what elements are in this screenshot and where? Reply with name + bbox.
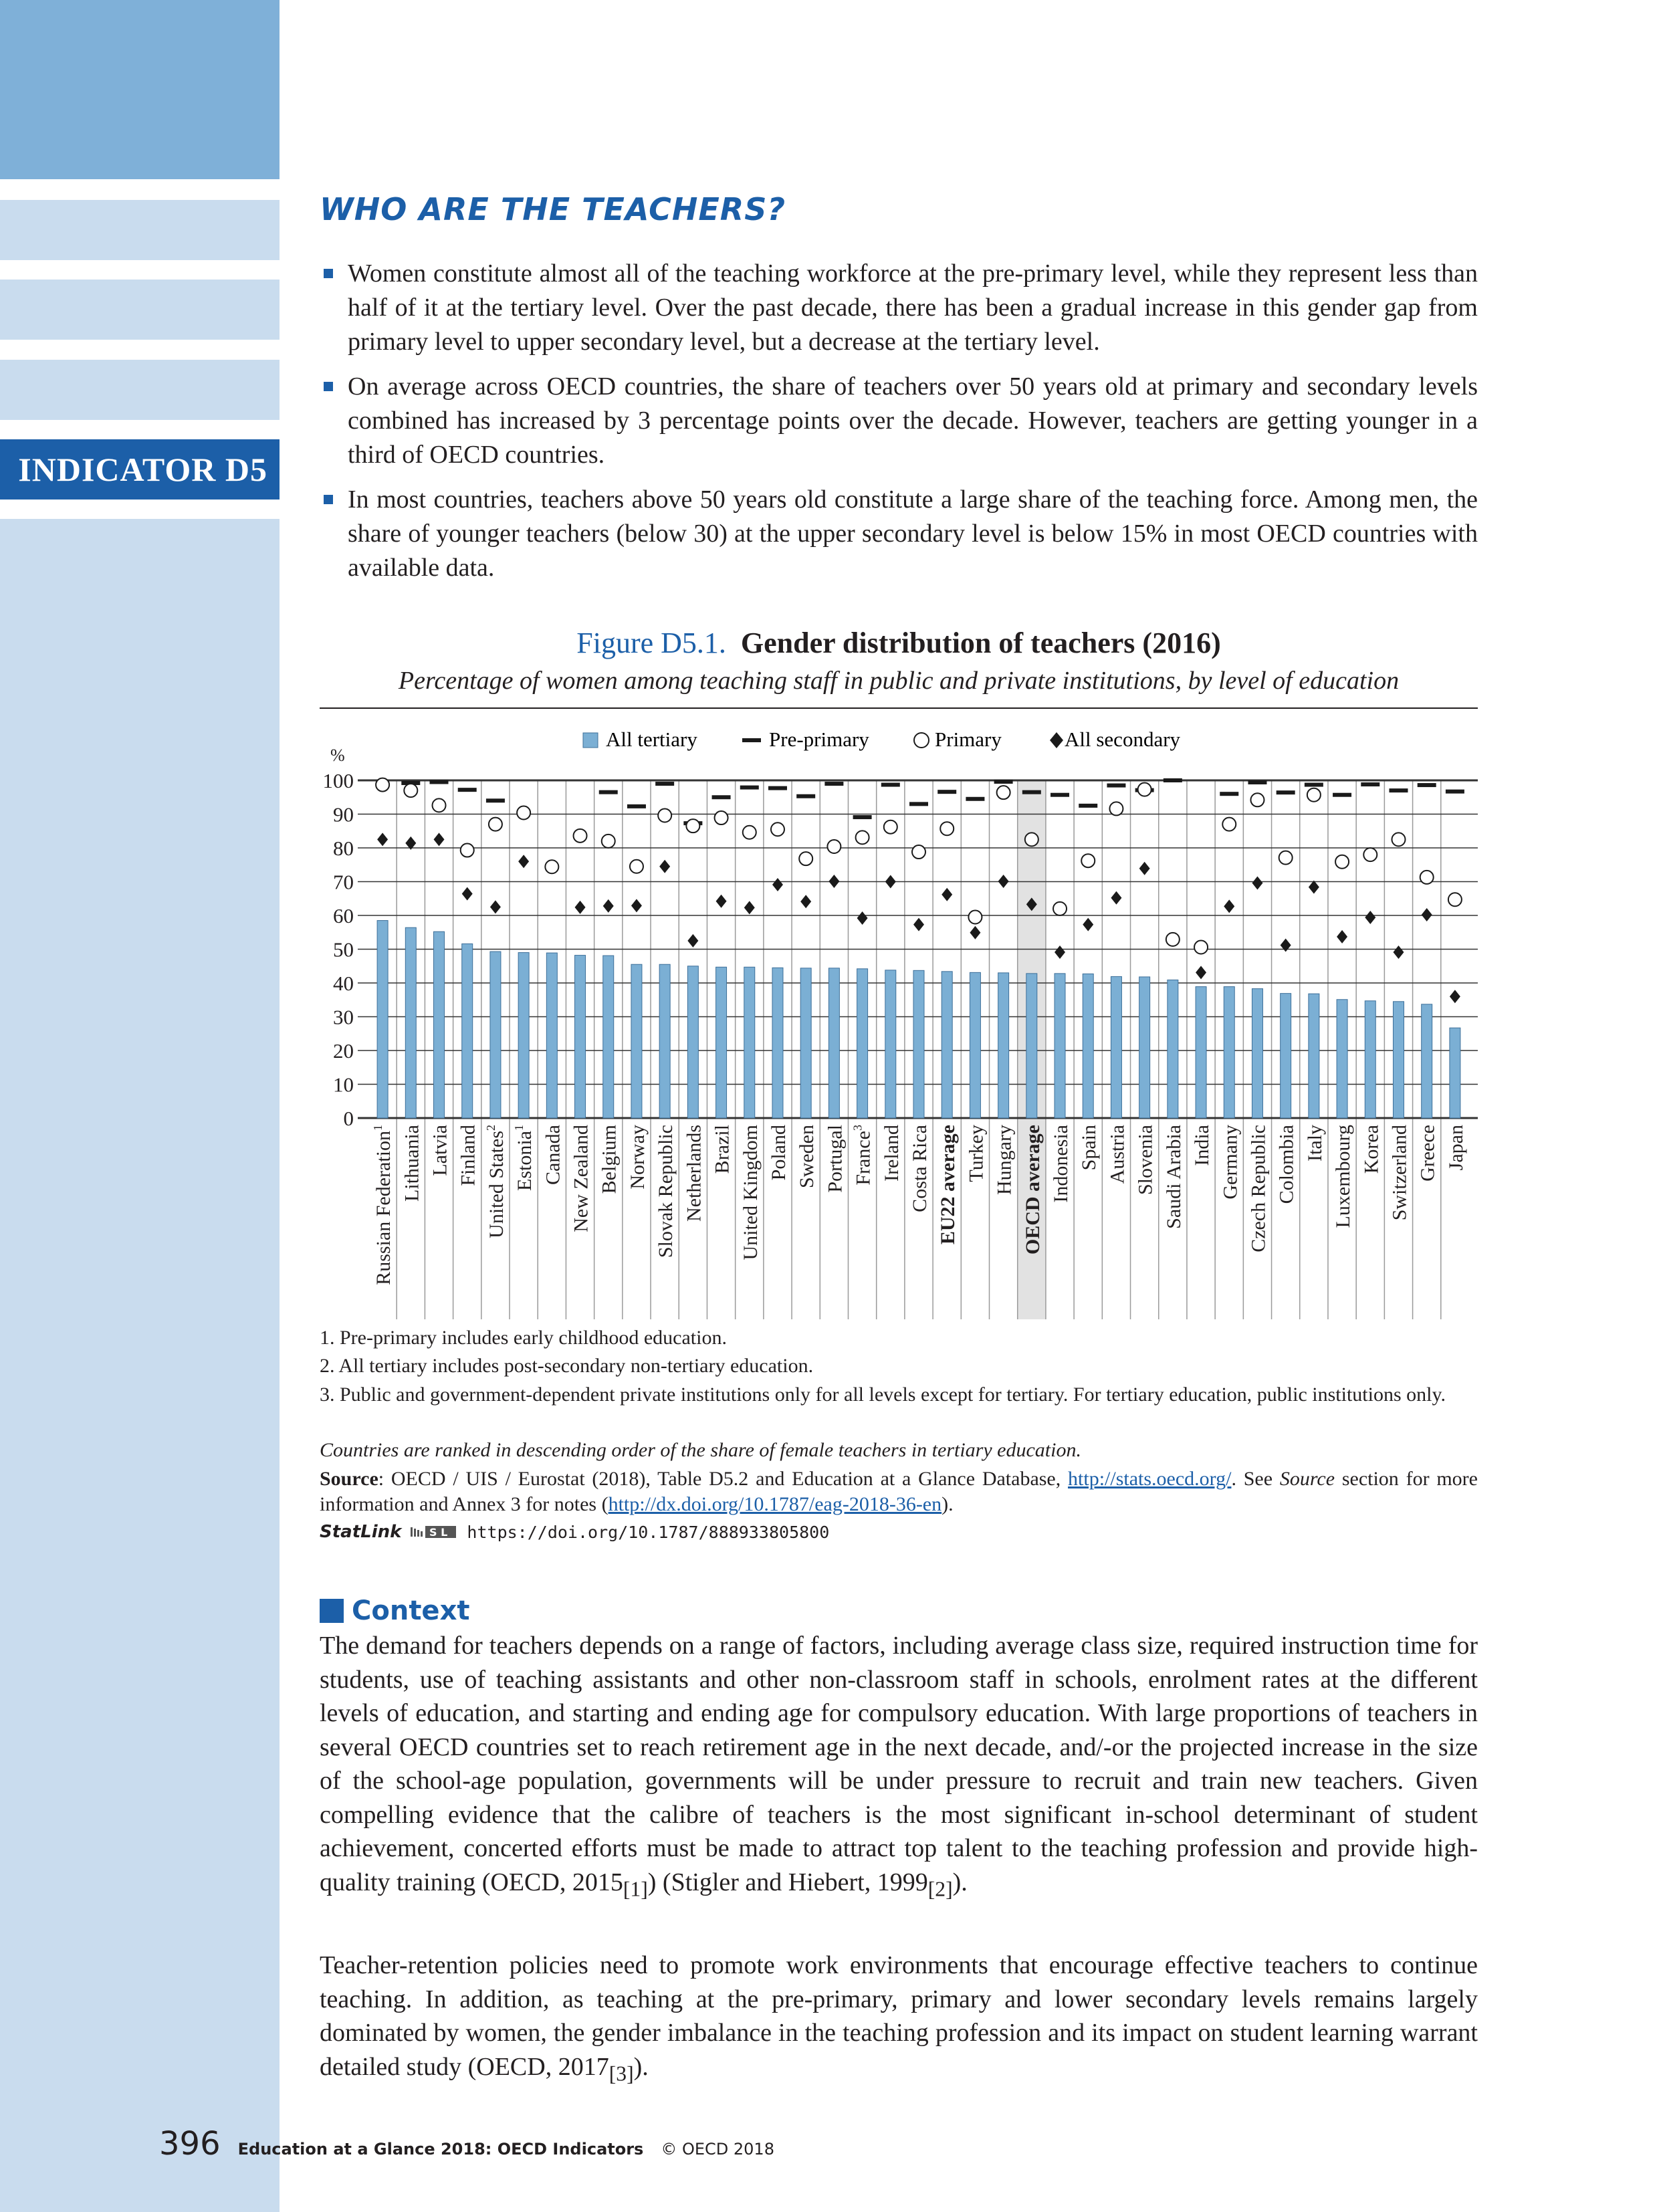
statlink-url[interactable]: https://doi.org/10.1787/888933805800 [467,1522,830,1542]
marker-all-secondary [434,833,445,846]
source-text: ). [942,1493,954,1515]
bar-all-tertiary [462,944,473,1118]
marker-primary [1279,851,1293,865]
bar-all-tertiary [575,956,586,1118]
heading-square-icon [320,1599,344,1623]
marker-pre-primary [486,798,505,802]
marker-all-secondary [1252,877,1262,890]
marker-pre-primary [1107,784,1125,788]
category-label: Norway [626,1125,649,1190]
marker-primary [1138,783,1151,796]
category-label: Portugal [824,1125,847,1193]
bar-all-tertiary [998,973,1009,1118]
marker-primary [799,852,812,865]
category-note: 1 [512,1125,526,1131]
footnote-1: 1. Pre-primary includes early childhood education. [320,1327,727,1349]
category-label: New Zealand [570,1125,592,1232]
bar-all-tertiary [1252,989,1262,1118]
paragraph-text: ). [952,1868,968,1896]
category-note: 1 [371,1125,385,1131]
source-text: : OECD / UIS / Eurostat (2018), Table D5.2 and Education at a Glance Database, [378,1468,1069,1490]
category-label: Saudi Arabia [1162,1125,1185,1229]
marker-primary [715,811,728,824]
marker-pre-primary [853,815,872,819]
bar-all-tertiary [1450,1028,1460,1118]
bar-all-tertiary [1055,974,1065,1118]
category-label: Russian Federation$^1$ [371,1125,395,1285]
marker-primary [1335,855,1349,869]
bar-all-tertiary [970,972,980,1118]
marker-pre-primary [1022,790,1041,794]
marker-primary [574,829,587,843]
reference-2[interactable]: [2] [927,1877,953,1901]
y-tick-label: 30 [333,1005,354,1029]
marker-primary [630,860,643,873]
bar-all-tertiary [687,966,698,1118]
marker-primary [1392,833,1405,846]
bullet-text: Women constitute almost all of the teaching workforce at the pre-primary level, while they represent less than half of it at the tertiary level. Over the past decade, there has been a gradual increase in this gender gap from primary level to upper secondary level, but a decrease at the tertiary level. [348,259,1478,356]
y-tick-label: 40 [333,972,354,995]
marker-all-secondary [603,899,614,913]
bar-all-tertiary [1337,1000,1347,1118]
marker-all-secondary [1450,990,1460,1003]
marker-all-secondary [659,860,670,873]
bar-all-tertiary [913,970,924,1118]
marker-primary [602,835,615,848]
marker-primary [884,820,897,834]
category-label: Luxembourg [1332,1125,1355,1228]
marker-all-secondary [1196,966,1206,979]
marker-pre-primary [937,790,956,794]
marker-all-secondary [828,875,839,888]
y-tick-label: 10 [333,1073,354,1097]
marker-pre-primary [994,780,1013,784]
category-label: Belgium [598,1125,621,1194]
paragraph-text: The demand for teachers depends on a range of factors, including average class size, required instruction time for students, use of teaching assistants and other non-classroom staff in schools, enrolment rates at the different levels of education, and starting and ending age for compulsory education. With large proportions of teachers in several OECD countries set to reach retirement age in the next decade, and/-or the projected increase in the size of the school-age population, governments will be under pressure to recruit and train new teachers. Given compelling evidence that the calibre of teachers is the most significant in-school determinant of student achievement, concerted efforts must be made to attract top talent to the teaching profession and provide high-quality training (OECD, 2015 [320,1632,1478,1896]
bar-all-tertiary [885,970,896,1118]
category-label: Brazil [711,1125,734,1174]
bar-all-tertiary [1083,974,1093,1118]
y-tick-label: 100 [322,769,354,792]
category-label: Indonesia [1050,1125,1073,1203]
marker-primary [658,809,671,822]
figure-subtitle: Percentage of women among teaching staff in public and private institutions, by level of education [398,667,1400,695]
marker-all-secondary [518,855,529,868]
category-label: United Kingdom [739,1125,762,1260]
marker-primary [489,818,502,831]
category-label: Slovenia [1134,1125,1157,1195]
marker-all-secondary [1139,862,1150,875]
marker-all-secondary [1083,918,1093,931]
bar-all-tertiary [631,964,642,1118]
marker-pre-primary [824,782,843,786]
bar-all-tertiary [1111,976,1121,1118]
bar-all-tertiary [659,964,670,1118]
marker-all-secondary [1281,938,1291,952]
paragraph-text: ) (Stigler and Hiebert, 1999 [647,1868,928,1896]
marker-all-secondary [857,911,868,925]
page-footer [159,2125,774,2163]
marker-primary [1363,848,1377,861]
bar-all-tertiary [942,972,952,1118]
marker-pre-primary [796,794,815,798]
y-tick-label: 80 [333,837,354,860]
legend-diamond-icon [1050,732,1063,748]
marker-all-secondary [913,918,924,931]
category-label: Hungary [993,1125,1016,1195]
category-label: Lithuania [401,1125,423,1202]
source-text: . See [1231,1468,1280,1490]
bullet-text: On average across OECD countries, the share of teachers over 50 years old at primary and secondary levels combined has increased by 3 percentage points over the decade. However, teachers are getting younger in a third of OECD countries. [348,372,1478,469]
marker-pre-primary [458,788,477,792]
legend-dash-icon [742,738,761,742]
marker-primary [433,798,446,812]
marker-primary [1166,933,1180,946]
bullet-text: In most countries, teachers above 50 years old constitute a large share of the teaching force. Among men, the share of younger teachers (below 30) at the upper secondary level is below 15% in most OECD countries with available data. [348,485,1478,582]
marker-pre-primary [430,780,449,784]
y-axis-label: % [330,746,345,765]
legend-label: All secondary [1065,728,1181,751]
bar-all-tertiary [1139,977,1150,1118]
marker-pre-primary [1446,790,1464,794]
category-label: Switzerland [1388,1125,1411,1221]
y-tick-label: 60 [333,904,354,927]
marker-all-secondary [1055,946,1065,959]
y-tick-label: 20 [333,1039,354,1063]
category-label: Turkey [965,1125,988,1182]
marker-primary [1109,802,1123,815]
category-label: EU22 average [937,1125,960,1245]
category-label: Slovak Republic [655,1125,677,1258]
marker-pre-primary [1361,782,1379,786]
marker-pre-primary [1248,780,1266,784]
paragraph-text: Teacher-retention policies need to promote work environments that encourage effective teachers to continue teaching. In addition, as teaching at the pre-primary, primary and lower secondary levels remains largely dominated by women, the gender imbalance in the teaching profession and its impact on student learning warrant detailed study (OECD, 2017 [320,1951,1478,2081]
marker-primary [686,819,699,833]
bar-all-tertiary [1422,1004,1432,1118]
category-label: Finland [457,1125,479,1186]
bar-all-tertiary [744,967,755,1118]
bar-all-tertiary [518,953,529,1118]
bar-all-tertiary [1393,1002,1404,1118]
figure-title-text: Gender distribution of teachers (2016) [740,627,1221,659]
category-label: Greece [1416,1125,1439,1182]
ranking-note: Countries are ranked in descending order of the share of female teachers in tertiary education. [320,1439,1081,1461]
marker-pre-primary [599,790,618,794]
marker-primary [968,911,982,924]
marker-all-secondary [772,878,783,891]
legend-label: Primary [935,728,1002,751]
section-heading: WHO ARE THE TEACHERS? [320,191,786,227]
category-label: Italy [1303,1125,1326,1162]
context-heading-text: Context [352,1595,470,1626]
marker-all-secondary [462,887,473,901]
marker-primary [997,786,1010,799]
marker-pre-primary [909,802,928,806]
marker-all-secondary [575,901,586,914]
marker-primary [1025,833,1038,846]
statlink-label: StatLink [320,1522,402,1542]
marker-pre-primary [740,786,759,790]
marker-primary [1081,854,1095,867]
marker-pre-primary [655,782,674,786]
bar-all-tertiary [603,956,614,1118]
y-tick-label: 0 [343,1107,354,1130]
marker-pre-primary [1333,793,1351,797]
marker-pre-primary [1050,793,1069,797]
marker-all-secondary [800,895,811,908]
category-label: Japan [1444,1125,1467,1171]
category-note: 2 [483,1125,497,1131]
source-label: Source [320,1468,378,1490]
marker-primary [771,822,784,836]
stats-oecd-link[interactable]: http://stats.oecd.org/ [1068,1468,1232,1490]
context-paragraph-2 [320,1949,1478,2091]
category-note: 3 [851,1125,865,1131]
marker-primary [1194,940,1208,954]
source-note [320,1466,1478,1517]
marker-all-secondary [716,895,727,908]
marker-primary [404,784,417,797]
bar-all-tertiary [405,927,416,1118]
marker-all-secondary [744,901,755,914]
category-label: Costa Rica [909,1125,931,1212]
marker-primary [1307,788,1321,802]
marker-primary [461,844,474,857]
legend-circle-icon [914,733,929,748]
marker-all-secondary [970,926,980,939]
marker-pre-primary [1305,783,1323,787]
bar-all-tertiary [1196,987,1206,1118]
y-tick-label: 50 [333,937,354,962]
figure-number: Figure D5.1. [576,627,726,659]
category-label: Spain [1078,1125,1101,1171]
marker-all-secondary [1365,911,1375,924]
page-number: 396 [159,2125,221,2163]
bar-all-tertiary [800,968,811,1118]
marker-all-secondary [1111,891,1121,905]
bar-all-tertiary [1168,980,1178,1118]
context-heading [320,1595,469,1626]
marker-primary [545,860,558,873]
statlink-logo-icon [411,1525,457,1539]
bar-all-tertiary [377,921,388,1118]
bar-all-tertiary [828,968,839,1118]
marker-pre-primary [881,783,900,787]
category-label: Netherlands [683,1125,705,1222]
category-label: Estonia$^1$ [512,1125,536,1191]
marker-all-secondary [998,875,1009,888]
legend-bar-swatch-icon [583,733,598,748]
category-label: Sweden [796,1125,818,1188]
bar-all-tertiary [772,968,783,1118]
marker-primary [1053,902,1067,915]
marker-all-secondary [1337,930,1347,944]
bar-all-tertiary [490,952,501,1118]
context-paragraph-1 [320,1629,1478,1906]
bar-all-tertiary [546,953,557,1118]
bar-all-tertiary [434,931,445,1118]
marker-all-secondary [885,875,896,889]
reference-3[interactable]: [3] [609,2062,634,2086]
legend-label: Pre-primary [769,728,869,751]
source-text: Source [1279,1468,1335,1490]
reference-1[interactable]: [1] [623,1877,648,1901]
category-label: Latvia [429,1125,451,1176]
marker-pre-primary [1220,792,1238,796]
copyright: © OECD 2018 [661,2140,774,2159]
marker-primary [940,822,954,835]
bar-all-tertiary [1026,974,1037,1118]
marker-all-secondary [377,833,388,846]
marker-pre-primary [712,795,731,799]
marker-pre-primary [627,804,646,808]
bar-all-tertiary [857,969,868,1118]
marker-pre-primary [1164,778,1182,782]
marker-primary [912,845,925,859]
book-title: Education at a Glance 2018: OECD Indicators [237,2140,644,2159]
category-label: Austria [1106,1125,1129,1184]
source-text: section for more information and Annex 3 for notes ( [320,1468,1478,1515]
statlink[interactable] [320,1522,829,1542]
marker-all-secondary [1309,881,1319,894]
category-label: France$^3$ [851,1125,875,1186]
marker-pre-primary [1277,790,1295,794]
marker-primary [1448,893,1462,906]
marker-primary [743,826,756,839]
bar-all-tertiary [1224,987,1234,1118]
legend-label: All tertiary [606,728,697,751]
category-label: Colombia [1275,1125,1298,1204]
marker-primary [827,840,841,853]
svg-text:S L: S L [429,1526,448,1539]
bar-all-tertiary [716,967,727,1118]
doi-link[interactable]: http://dx.doi.org/10.1787/eag-2018-36-en [608,1493,942,1515]
marker-primary [1222,818,1236,831]
marker-all-secondary [942,888,952,901]
y-tick-label: 70 [333,870,354,894]
marker-primary [1420,871,1434,884]
marker-primary [376,778,389,792]
bar-all-tertiary [1281,994,1291,1118]
marker-pre-primary [1079,804,1097,808]
marker-all-secondary [1393,946,1404,959]
marker-pre-primary [966,797,984,801]
marker-all-secondary [1422,908,1432,921]
category-label: Czech Republic [1247,1125,1270,1252]
bar-all-tertiary [1365,1001,1375,1118]
y-tick-label: 90 [333,802,354,826]
category-label: India [1191,1125,1214,1166]
category-label: Ireland [880,1125,903,1182]
marker-primary [1250,793,1264,806]
category-label: Korea [1360,1125,1383,1174]
marker-pre-primary [1418,783,1436,787]
marker-pre-primary [1389,788,1408,792]
category-label: United States$^2$ [483,1125,508,1238]
indicator-label: INDICATOR D5 [0,439,280,500]
marker-all-secondary [490,900,501,913]
bar-all-tertiary [1309,994,1319,1118]
category-label: Poland [767,1125,790,1181]
category-label: Germany [1219,1125,1242,1200]
marker-all-secondary [687,934,698,948]
category-label: OECD average [1021,1125,1044,1255]
marker-primary [856,831,869,844]
marker-all-secondary [631,899,642,912]
footnote-2: 2. All tertiary includes post-secondary non-tertiary education. [320,1355,814,1377]
marker-pre-primary [768,786,787,790]
marker-all-secondary [1224,899,1234,913]
marker-primary [517,806,530,819]
footnote-3: 3. Public and government-dependent private institutions only for all levels except for tertiary. For tertiary education, public institutions only. [320,1384,1446,1406]
category-label: Canada [542,1125,564,1185]
paragraph-text: ). [633,2052,649,2081]
